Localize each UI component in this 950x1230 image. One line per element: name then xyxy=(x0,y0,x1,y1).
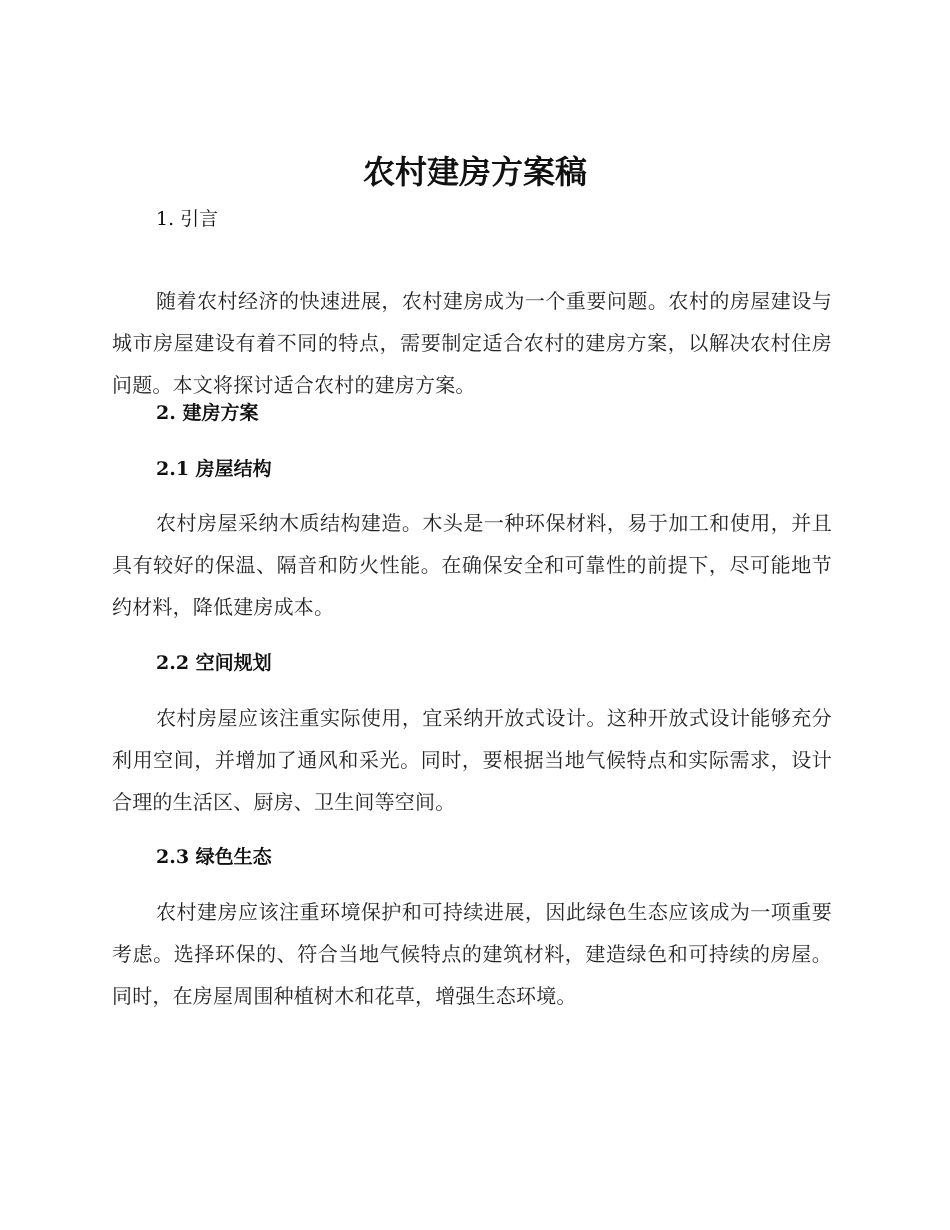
document-title: 农村建房方案稿 xyxy=(362,153,587,191)
section-heading-house-structure: 2.1 房屋结构 xyxy=(156,458,272,480)
section-heading-space-planning: 2.2 空间规划 xyxy=(156,652,272,674)
section-heading-green-ecology: 2.3 绿色生态 xyxy=(156,846,272,868)
section-heading-introduction: 1. 引言 xyxy=(156,208,219,230)
section-heading-building-plan: 2. 建房方案 xyxy=(156,402,259,424)
paragraph-space-planning: 农村房屋应该注重实际使用，宜采纳开放式设计。这种开放式设计能够充分利用空间，并增加了通风和采光。同时，要根据当地气候特点和实际需求，设计合理的生活区、厨房、卫生间等空间。 xyxy=(112,706,832,814)
paragraph-introduction: 随着农村经济的快速进展，农村建房成为一个重要问题。农村的房屋建设与城市房屋建设有着不同的特点，需要制定适合农村的建房方案，以解决农村住房问题。本文将探讨适合农村的建房方案。 xyxy=(112,289,832,397)
paragraph-green-ecology: 农村建房应该注重环境保护和可持续进展，因此绿色生态应该成为一项重要考虑。选择环保的、符合当地气候特点的建筑材料，建造绿色和可持续的房屋。同时，在房屋周围种植树木和花草，增强生态环境。 xyxy=(112,900,832,1008)
paragraph-house-structure: 农村房屋采纳木质结构建造。木头是一种环保材料，易于加工和使用，并且具有较好的保温、隔音和防火性能。在确保安全和可靠性的前提下，尽可能地节约材料，降低建房成本。 xyxy=(112,511,832,619)
